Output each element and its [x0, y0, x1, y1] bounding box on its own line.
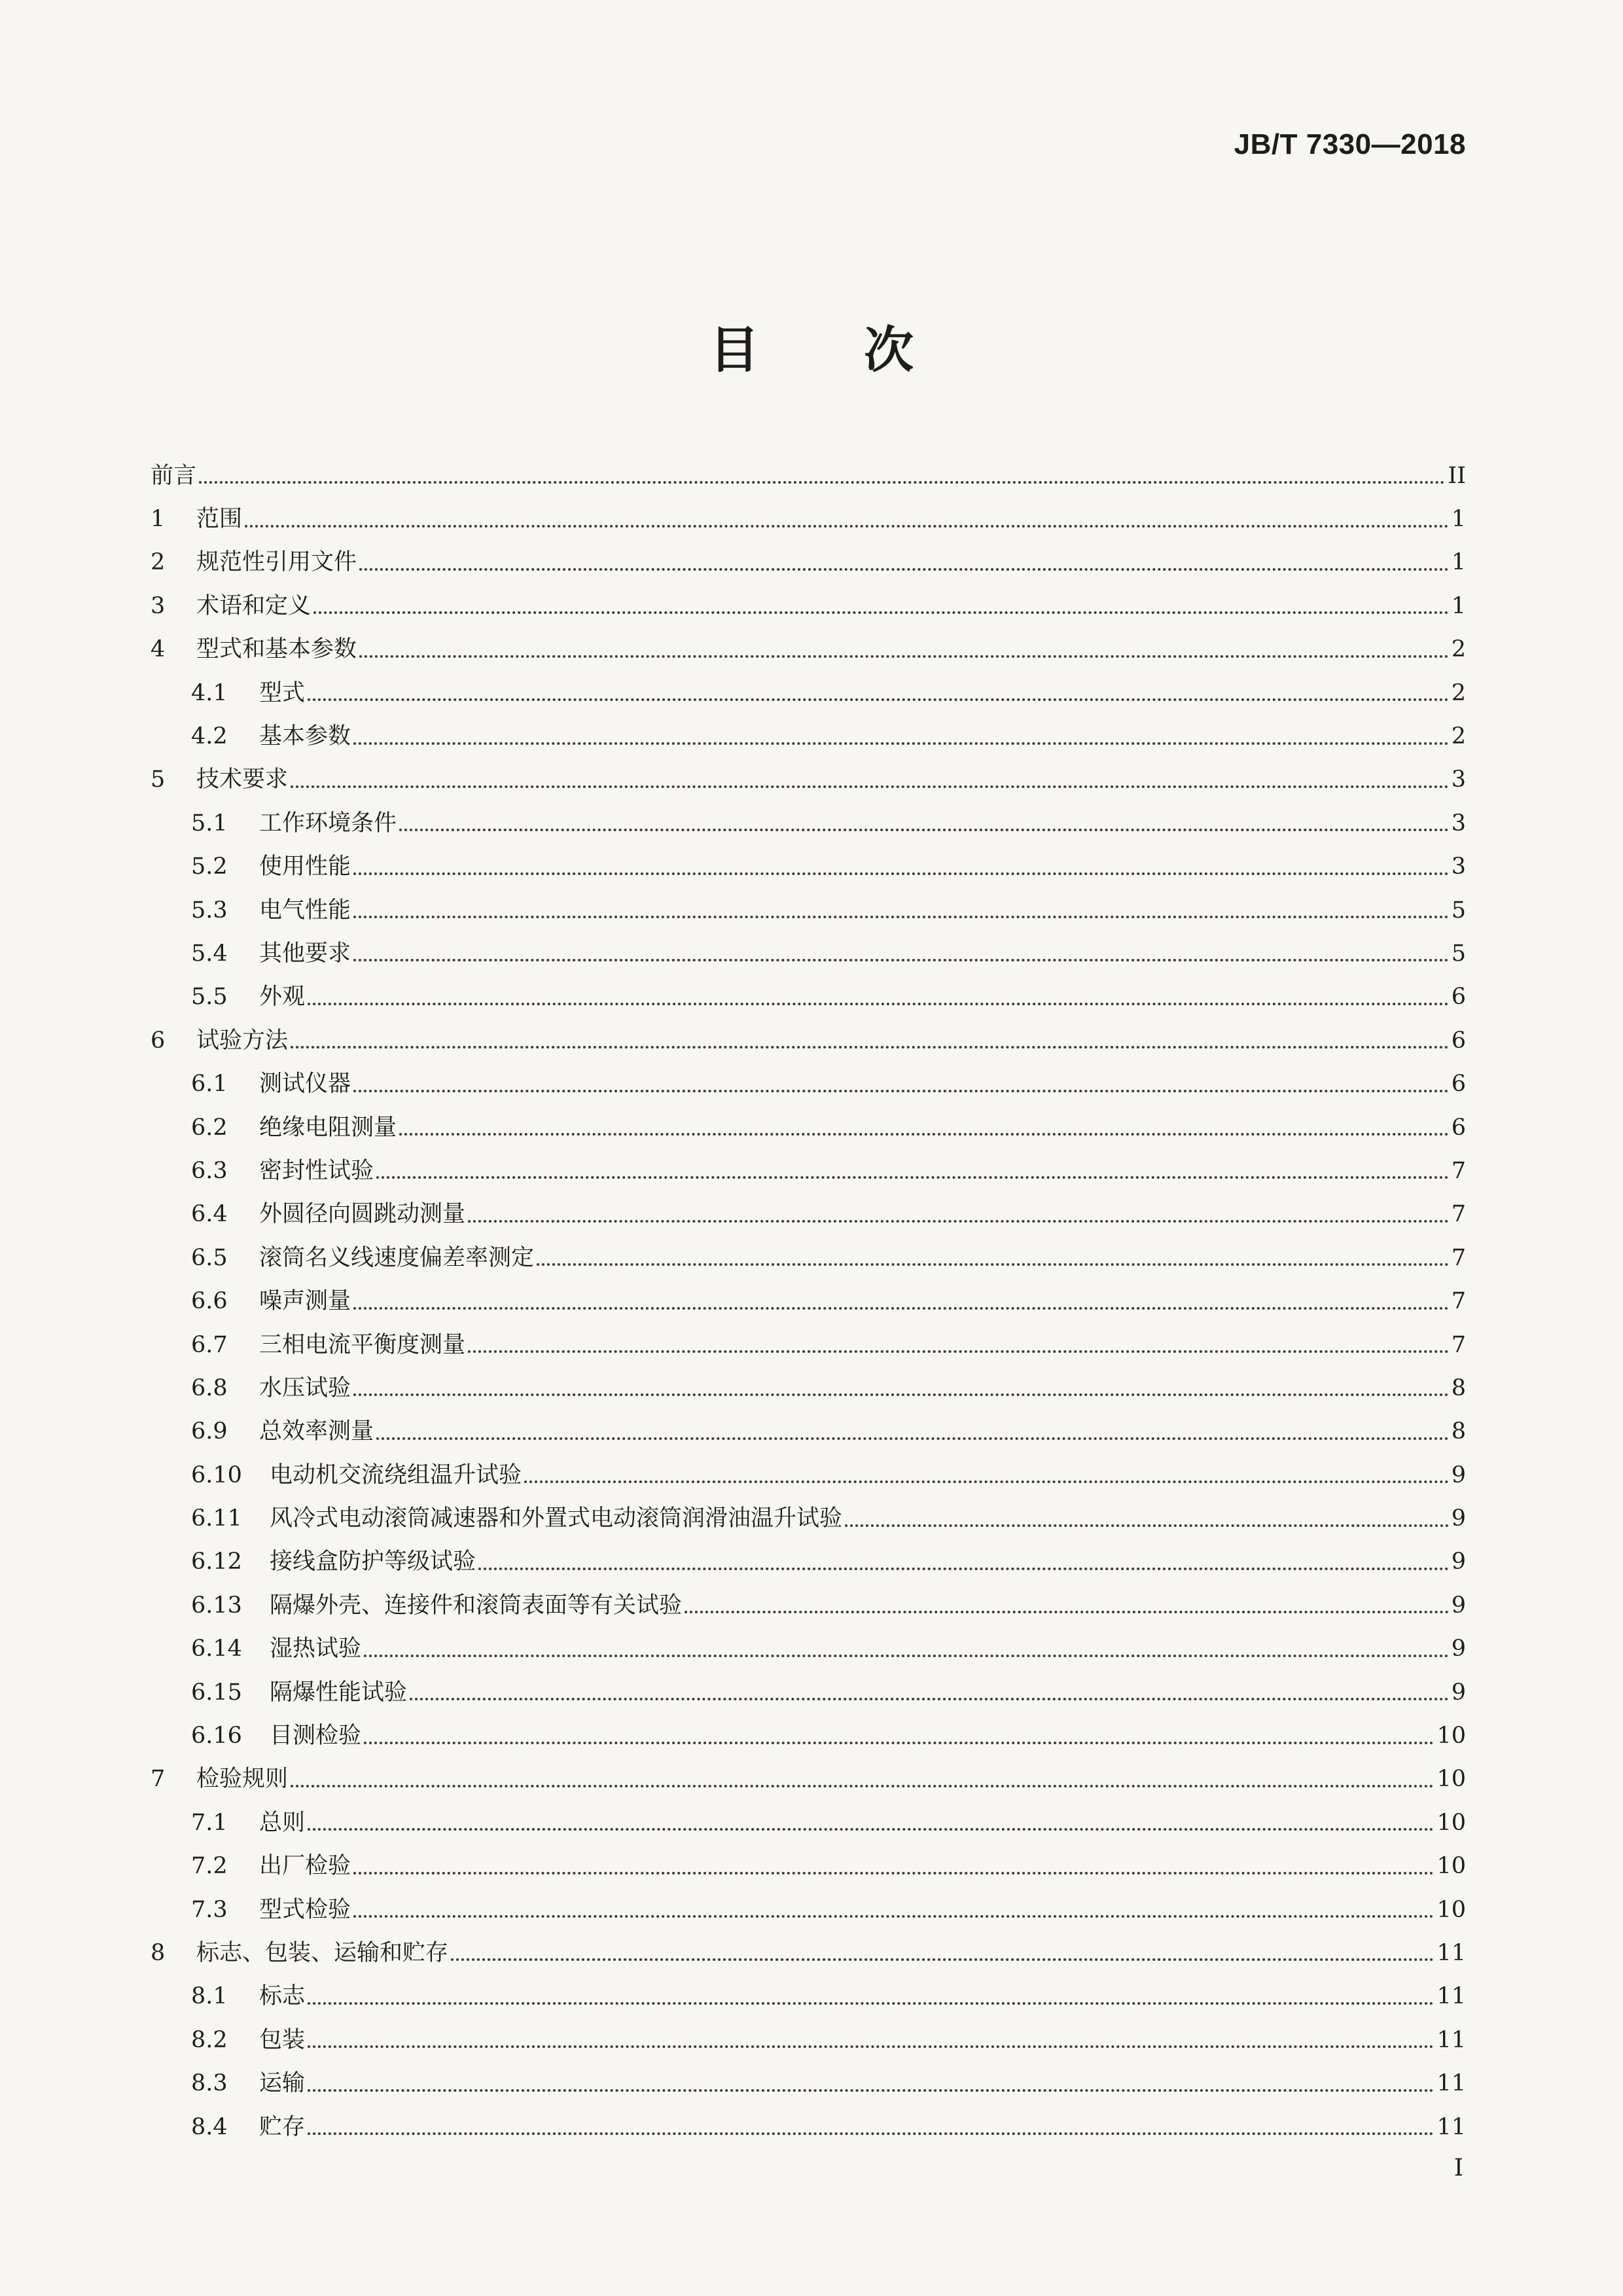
toc-entry-number: 7 [151, 1766, 166, 1793]
toc-dot-leader [524, 1480, 1449, 1483]
toc-entry[interactable] [151, 1236, 1466, 1280]
toc-entry[interactable] [151, 1280, 1466, 1323]
toc-entry-page: 10 [1436, 1766, 1466, 1793]
toc-entry[interactable] [151, 1801, 1466, 1844]
toc-entry[interactable] [151, 454, 1466, 497]
standard-code: JB/T 7330—2018 [1234, 128, 1466, 160]
toc-dot-leader [376, 1437, 1449, 1440]
toc-entry-number: 5.1 [191, 810, 228, 836]
toc-entry-label: 其他要求 [259, 940, 351, 967]
toc-entry-page: 6 [1451, 1027, 1466, 1054]
toc-entry[interactable] [151, 541, 1466, 584]
toc-entry[interactable] [151, 2062, 1466, 2105]
toc-entry-number: 3 [151, 592, 166, 619]
toc-entry-page: 6 [1451, 1071, 1466, 1098]
toc-entry[interactable] [151, 1323, 1466, 1367]
toc-entry-page: 8 [1451, 1374, 1466, 1401]
toc-entry-label: 基本参数 [259, 723, 351, 750]
toc-entry-page: 9 [1451, 1592, 1466, 1619]
toc-entry-number: 5 [151, 766, 166, 793]
toc-entry-label: 总则 [259, 1809, 306, 1836]
toc-entry-label: 标志、包装、运输和贮存 [196, 1939, 449, 1966]
toc-entry-label: 测试仪器 [259, 1071, 351, 1098]
toc-dot-leader [478, 1568, 1449, 1570]
toc-dot-leader [353, 872, 1449, 875]
toc-entry[interactable] [151, 1106, 1466, 1149]
toc-entry-label: 范围 [196, 506, 243, 533]
toc-dot-leader [353, 1307, 1449, 1310]
toc-entry[interactable] [151, 584, 1466, 628]
toc-entry-page: 3 [1451, 766, 1466, 793]
toc-entry-label: 外观 [259, 984, 306, 1011]
toc-entry-number: 4.2 [191, 723, 228, 750]
toc-entry-page: 5 [1451, 940, 1466, 967]
toc-entry[interactable] [151, 672, 1466, 715]
toc-dot-leader [308, 2002, 1434, 2005]
toc-entry-number: 6.8 [191, 1374, 228, 1401]
toc-entry[interactable] [151, 2018, 1466, 2062]
toc-entry-page: 1 [1451, 549, 1466, 576]
toc-entry-label: 试验方法 [196, 1027, 289, 1054]
toc-entry-number: 1 [151, 506, 166, 533]
toc-entry-number: 8.3 [191, 2070, 228, 2097]
toc-entry-page: 10 [1436, 1853, 1466, 1880]
toc-dot-leader [308, 2089, 1434, 2092]
toc-entry-page: 3 [1451, 810, 1466, 836]
toc-entry-number: 6.3 [191, 1157, 228, 1184]
toc-dot-leader [308, 2045, 1434, 2048]
toc-entry-page: 9 [1451, 1549, 1466, 1575]
toc-entry[interactable] [151, 2106, 1466, 2149]
page-title: 目次 [709, 321, 1018, 379]
toc-entry[interactable] [151, 1410, 1466, 1454]
toc-dot-leader [308, 2132, 1434, 2135]
toc-entry-page: 7 [1451, 1201, 1466, 1228]
toc-dot-leader [291, 785, 1449, 788]
toc-dot-leader [291, 1046, 1449, 1049]
toc-entry-page: 5 [1451, 897, 1466, 924]
toc-entry[interactable] [151, 1714, 1466, 1757]
toc-entry-page: 11 [1436, 2113, 1466, 2140]
toc-entry[interactable] [151, 628, 1466, 672]
toc-entry-number: 5.3 [191, 897, 228, 924]
toc-entry-page: 9 [1451, 1636, 1466, 1662]
toc-dot-leader [353, 742, 1449, 745]
toc-dot-leader [410, 1698, 1449, 1700]
toc-entry-label: 湿热试验 [270, 1636, 362, 1662]
toc-entry-number: 6.9 [191, 1418, 228, 1445]
toc-entry-number: 8.1 [191, 1983, 228, 2010]
toc-dot-leader [353, 1090, 1449, 1092]
toc-entry[interactable] [151, 1888, 1466, 1931]
toc-entry-label: 滚筒名义线速度偏差率测定 [259, 1244, 535, 1271]
toc-entry-number: 6.14 [191, 1636, 242, 1662]
toc-entry-number: 6.5 [191, 1244, 228, 1271]
toc-entry-label: 使用性能 [259, 853, 351, 880]
toc-entry-page: 10 [1436, 1809, 1466, 1836]
toc-entry[interactable] [151, 1497, 1466, 1540]
toc-entry-label: 电气性能 [259, 897, 351, 924]
toc-entry-label: 出厂检验 [259, 1853, 351, 1880]
toc-entry-label: 总效率测量 [259, 1418, 374, 1445]
toc-entry-page: 2 [1451, 723, 1466, 750]
toc-entry-page: 10 [1436, 1723, 1466, 1749]
toc-entry[interactable] [151, 1062, 1466, 1105]
toc-entry-number: 8 [151, 1939, 166, 1966]
toc-entry-label: 电动机交流绕组温升试验 [270, 1462, 522, 1488]
toc-dot-leader [359, 568, 1449, 571]
toc-dot-leader [308, 1828, 1434, 1831]
toc-entry[interactable] [151, 497, 1466, 541]
toc-dot-leader [353, 1915, 1434, 1918]
toc-entry-number: 6.16 [191, 1723, 242, 1749]
toc-entry-label: 接线盒防护等级试验 [270, 1549, 476, 1575]
toc-dot-leader [353, 1393, 1449, 1396]
toc-entry-number: 6.1 [191, 1071, 228, 1098]
toc-entry-label: 贮存 [259, 2113, 306, 2140]
toc-entry-number: 6.15 [191, 1679, 242, 1706]
toc-dot-leader [399, 829, 1449, 831]
toc-entry-number: 7.3 [191, 1896, 228, 1923]
toc-entry[interactable] [151, 1584, 1466, 1627]
toc-entry-page: II [1448, 462, 1466, 489]
toc-dot-leader [199, 481, 1445, 484]
toc-dot-leader [245, 525, 1449, 528]
toc-dot-leader [451, 1958, 1434, 1961]
toc-entry-number: 6.2 [191, 1114, 228, 1141]
toc-entry[interactable] [151, 846, 1466, 889]
toc-entry[interactable] [151, 1019, 1466, 1062]
toc-entry-label: 隔爆性能试验 [270, 1679, 408, 1706]
toc-dot-leader [364, 1742, 1434, 1744]
toc-dot-leader [364, 1655, 1449, 1657]
toc-entry-label: 型式检验 [259, 1896, 351, 1923]
toc-entry-number: 4 [151, 636, 166, 663]
toc-entry-label: 噪声测量 [259, 1288, 351, 1315]
toc-entry-label: 目测检验 [270, 1723, 362, 1749]
toc-dot-leader [308, 698, 1449, 701]
toc-entry-label: 工作环境条件 [259, 810, 397, 836]
toc-entry-number: 6.12 [191, 1549, 242, 1575]
toc-entry[interactable] [151, 1671, 1466, 1714]
toc-entry-number: 6.13 [191, 1592, 242, 1619]
toc-entry-label: 检验规则 [196, 1766, 289, 1793]
toc-entry-number: 6.10 [191, 1462, 242, 1488]
toc-entry-label: 运输 [259, 2070, 306, 2097]
toc-entry[interactable] [151, 759, 1466, 802]
toc-entry[interactable] [151, 1454, 1466, 1497]
toc-entry-label: 规范性引用文件 [196, 549, 357, 576]
toc-entry-page: 10 [1436, 1896, 1466, 1923]
toc-entry-label: 标志 [259, 1983, 306, 2010]
toc-entry-page: 7 [1451, 1244, 1466, 1271]
toc-entry-page: 9 [1451, 1462, 1466, 1488]
toc-entry[interactable] [151, 1367, 1466, 1410]
toc-dot-leader [376, 1176, 1449, 1179]
toc-entry[interactable] [151, 802, 1466, 845]
toc-entry-page: 7 [1451, 1157, 1466, 1184]
toc-dot-leader [353, 1872, 1434, 1874]
toc-entry-number: 6.11 [191, 1505, 242, 1532]
toc-entry-label: 型式 [259, 679, 306, 706]
toc-entry-label: 技术要求 [196, 766, 289, 793]
toc-entry-page: 1 [1451, 506, 1466, 533]
toc-entry-number: 5.4 [191, 940, 228, 967]
toc-entry-page: 11 [1436, 1983, 1466, 2010]
toc-entry-page: 3 [1451, 853, 1466, 880]
toc-entry-number: 6.6 [191, 1288, 228, 1315]
toc-entry-page: 2 [1451, 679, 1466, 706]
toc-entry-label: 外圆径向圆跳动测量 [259, 1201, 466, 1228]
toc-entry-page: 9 [1451, 1679, 1466, 1706]
toc-entry-number: 5.5 [191, 984, 228, 1011]
toc-dot-leader [845, 1524, 1449, 1527]
toc-dot-leader [291, 1785, 1434, 1787]
toc-entry-number: 4.1 [191, 679, 228, 706]
toc-entry-page: 11 [1436, 2070, 1466, 2097]
toc-dot-leader [313, 611, 1449, 614]
toc-entry[interactable] [151, 1975, 1466, 2018]
toc-entry[interactable] [151, 1149, 1466, 1193]
toc-entry-label: 前言 [151, 462, 197, 489]
toc-dot-leader [308, 1003, 1449, 1005]
toc-entry-page: 11 [1436, 1939, 1466, 1966]
toc-entry-number: 6.7 [191, 1331, 228, 1358]
toc-entry[interactable] [151, 932, 1466, 975]
toc-entry[interactable] [151, 976, 1466, 1019]
toc-entry-label: 密封性试验 [259, 1157, 374, 1184]
toc-dot-leader [353, 959, 1449, 961]
toc-dot-leader [468, 1220, 1449, 1223]
toc-entry-label: 三相电流平衡度测量 [259, 1331, 466, 1358]
toc-entry-number: 7.2 [191, 1853, 228, 1880]
toc-entry-label: 风冷式电动滚筒减速器和外置式电动滚筒润滑油温升试验 [270, 1505, 843, 1532]
toc-entry-page: 11 [1436, 2026, 1466, 2053]
toc-entry-number: 8.2 [191, 2026, 228, 2053]
toc-entry-page: 1 [1451, 592, 1466, 619]
toc-dot-leader [399, 1133, 1449, 1136]
toc-entry[interactable] [151, 1845, 1466, 1888]
toc-entry-label: 隔爆外壳、连接件和滚筒表面等有关试验 [270, 1592, 683, 1619]
toc-entry[interactable] [151, 715, 1466, 758]
toc-entry-label: 型式和基本参数 [196, 636, 357, 663]
toc-entry-page: 6 [1451, 1114, 1466, 1141]
toc-entry-label: 术语和定义 [196, 592, 312, 619]
toc-entry-label: 水压试验 [259, 1374, 351, 1401]
toc-entry[interactable] [151, 1541, 1466, 1584]
toc-entry[interactable] [151, 1193, 1466, 1236]
toc-entry-page: 2 [1451, 636, 1466, 663]
toc-entry-number: 7.1 [191, 1809, 228, 1836]
table-of-contents [151, 454, 1466, 2149]
toc-entry-page: 7 [1451, 1288, 1466, 1315]
toc-entry-label: 包装 [259, 2026, 306, 2053]
toc-entry-number: 8.4 [191, 2113, 228, 2140]
toc-dot-leader [359, 655, 1449, 658]
toc-entry-page: 8 [1451, 1418, 1466, 1445]
toc-entry[interactable] [151, 1931, 1466, 1975]
toc-entry[interactable] [151, 1758, 1466, 1801]
toc-dot-leader [685, 1611, 1449, 1613]
toc-dot-leader [537, 1263, 1449, 1266]
toc-dot-leader [353, 916, 1449, 918]
toc-entry-number: 5.2 [191, 853, 228, 880]
toc-entry-label: 绝缘电阻测量 [259, 1114, 397, 1141]
toc-entry-number: 6.4 [191, 1201, 228, 1228]
toc-entry[interactable] [151, 1628, 1466, 1671]
toc-entry-number: 2 [151, 549, 166, 576]
toc-entry[interactable] [151, 889, 1466, 932]
toc-dot-leader [468, 1350, 1449, 1353]
toc-entry-number: 6 [151, 1027, 166, 1054]
toc-entry-page: 6 [1451, 984, 1466, 1011]
toc-entry-page: 7 [1451, 1331, 1466, 1358]
toc-entry-page: 9 [1451, 1505, 1466, 1532]
page-number: I [1454, 2155, 1463, 2181]
